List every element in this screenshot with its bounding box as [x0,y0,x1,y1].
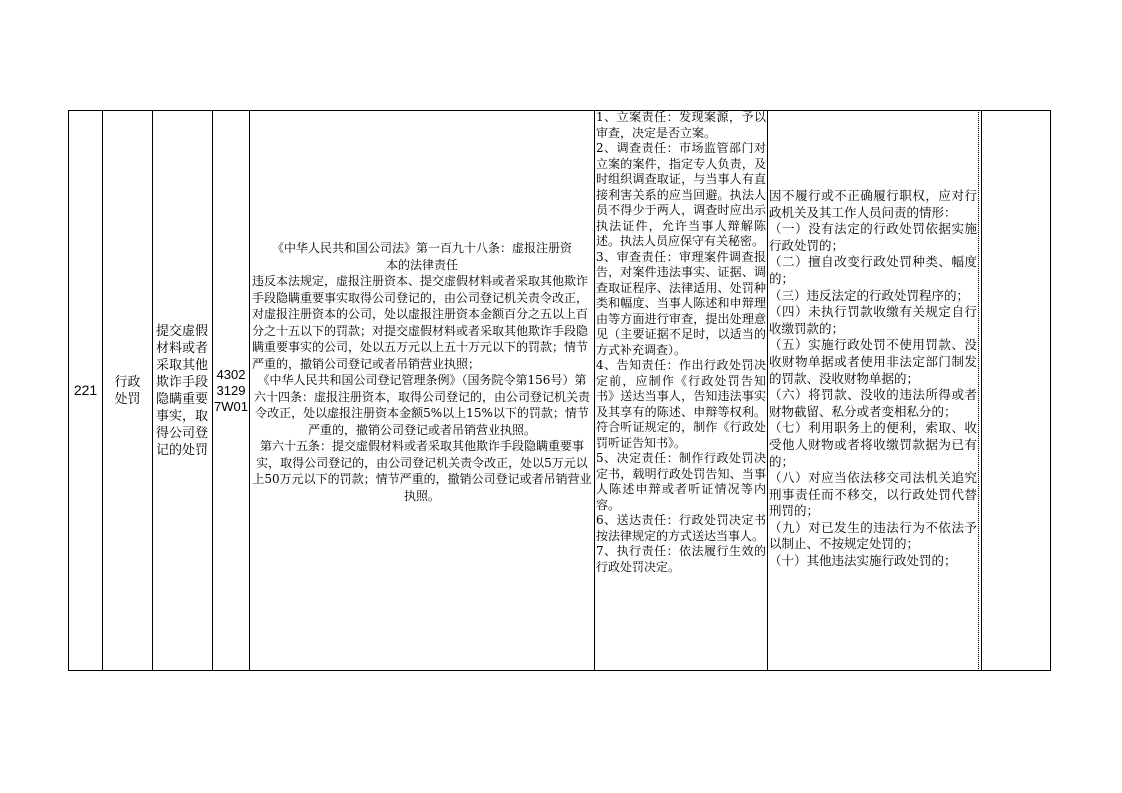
basis-paragraph: 《中华人民共和国公司法》第一百九十八条：虚报注册资本的法律责任 [272,241,573,272]
accountability-item: （十）其他违法实施行政处罚的； [769,553,957,569]
item-code-cell: 43023129 7W01 [214,366,248,414]
accountability-cell [769,188,977,570]
col-divider [594,110,595,671]
category-cell: 行政处罚 [114,374,141,407]
responsibility-item: 7、执行责任：依法履行生效的行政处罚决定。 [596,544,766,574]
basis-paragraph: 《中华人民共和国公司登记管理条例》（国务院令第156号）第六十四条：虚报注册资本，取得公司登记的，由公司登记机关责令改正，处以虚报注册资本金额5%以上15%以下的罚款；情节严重的，撤销公司登记或者吊销营业执照。 [253,373,590,437]
col-divider-dotted [978,110,979,671]
col-divider [767,110,768,671]
responsibility-item: 2、调查责任：市场监管部门对立案的案件，指定专人负责，及时组织调查取证，与当事人有直接利害关系的应当回避。执法人员不得少于两人，调查时应出示执法证件，允许当事人辩解陈述。执法人员应保守有关秘密。 [596,141,766,248]
accountability-item: （六）将罚款、没收的违法所得或者财物截留、私分或者变相私分的； [769,387,977,419]
responsibility-cell [596,110,766,575]
item-name-cell: 提交虚假材料或者采取其他欺诈手段隐瞒重要事实，取得公司登记的处罚 [156,323,209,458]
row-number: 221 [73,382,98,399]
responsibility-item: 3、审查责任：审理案件调查报告，对案件违法事实、证据、调查取证程序、法律适用、处罚种类和幅度、当事人陈述和申辩理由等方面进行审查，提出处理意见（主要证据不足时，以适当的方式补充调查）。 [596,249,766,357]
responsibility-item: 1、立案责任：发现案源，予以审查，决定是否立案。 [596,110,766,140]
accountability-item: （三）违反法定的行政处罚程序的； [769,287,970,303]
accountability-item: （二）擅自改变行政处罚种类、幅度的； [769,254,977,286]
accountability-item: （四）未执行罚款收缴有关规定自行收缴罚款的； [769,304,977,336]
legal-basis-cell [252,240,592,504]
accountability-item: （七）利用职务上的便利，索取、收受他人财物或者将收缴罚款据为已有的； [769,420,977,469]
accountability-item: （五）实施行政处罚不使用罚款、没收财物单据或者使用非法定部门制发的罚款、没收财物单据的； [769,337,977,386]
accountability-item: （九）对已发生的违法行为不依法予以制止、不按规定处罚的； [769,519,977,552]
accountability-item: （八）对应当依法移交司法机关追究刑事责任而不移交，以行政处罚代替刑罚的； [769,470,977,519]
col-divider [249,110,250,671]
responsibility-item: 5、决定责任：制作行政处罚决定书，载明行政处罚告知、当事人陈述申辩或者听证情况等内容。 [596,451,766,512]
table-bottom-border [68,670,981,671]
accountability-item: 因不履行或不正确履行职权，应对行政机关及其工作人员问责的情形： [769,188,977,220]
basis-paragraph: 第六十五条：提交虚假材料或者采取其他欺诈手段隐瞒重要事实，取得公司登记的，由公司登记机关责令改正，处以5万元以上50万元以下的罚款；情节严重的，撤销公司登记或者吊销营业执照。 [252,439,592,503]
responsibility-item: 6、送达责任：行政处罚决定书按法律规定的方式送达当事人。 [596,513,766,543]
basis-paragraph: 违反本法规定，虚报注册资本、提交虚假材料或者采取其他欺诈手段隐瞒重要事实取得公司登记的，由公司登记机关责令改正，对虚报注册资本的公司，处以虚报注册资本金额百分之五以上百分之十五以下的罚款；对提交虚假材料或者采取其他欺诈手段隐瞒重要事实的公司，处以五万元以上五十万元以下的罚款；情节严重的，撤销公司登记或者吊销营业执照； [252,274,589,371]
responsibility-item: 4、告知责任：作出行政处罚决定前，应制作《行政处罚告知书》送达当事人，告知违法事实及其享有的陈述、申辩等权利。符合听证规定的，制作《行政处罚听证告知书》。 [596,358,766,450]
remark-cell [981,110,1051,671]
accountability-item: （一）没有法定的行政处罚依据实施行政处罚的； [769,221,977,253]
